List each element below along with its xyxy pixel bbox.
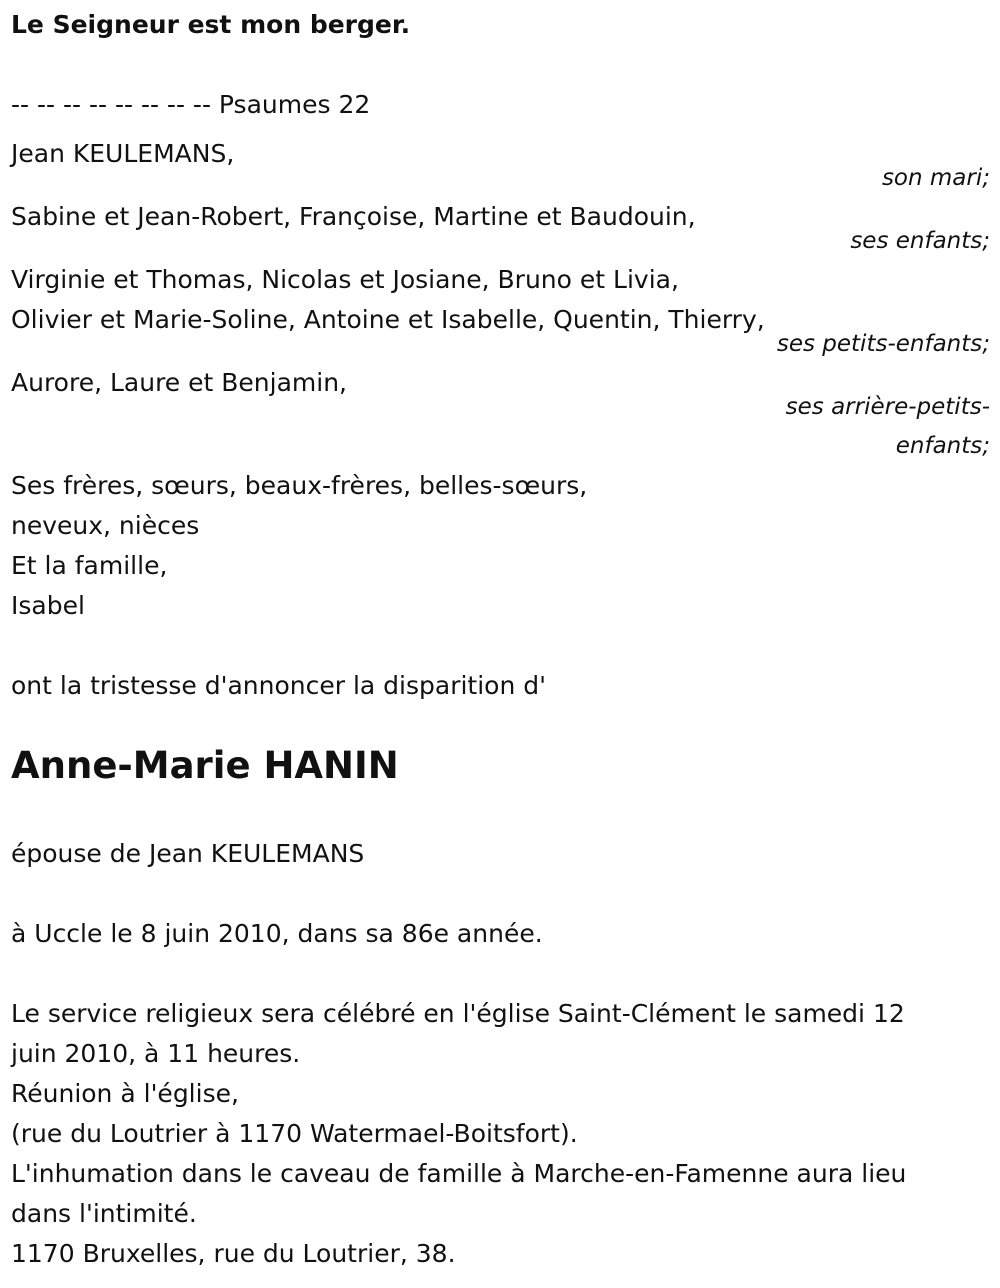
grandchildren-names-line2: Olivier et Marie-Soline, Antoine et Isabelle, Quentin, Thierry,	[11, 305, 765, 334]
address-line: 1170 Bruxelles, rue du Loutrier, 38.	[11, 1239, 456, 1268]
deceased-name: Anne-Marie HANIN	[11, 744, 399, 787]
great-grandchildren-relation-line1: ses arrière-petits-	[785, 394, 990, 420]
other-family-line1: Ses frères, sœurs, beaux-frères, belles-sœurs,	[11, 471, 588, 500]
children-names: Sabine et Jean-Robert, Françoise, Martine et Baudouin,	[11, 202, 696, 231]
great-grandchildren-relation-line2: enfants;	[895, 433, 990, 459]
service-line3: Réunion à l'église,	[11, 1079, 239, 1108]
service-line6: dans l'intimité.	[11, 1199, 197, 1228]
service-line2: juin 2010, à 11 heures.	[11, 1039, 301, 1068]
other-family-line4: Isabel	[11, 591, 85, 620]
husband-relation: son mari;	[881, 165, 990, 191]
other-family-line2: neveux, nièces	[11, 511, 200, 540]
verse-heading: Le Seigneur est mon berger.	[11, 10, 411, 39]
grandchildren-relation: ses petits-enfants;	[776, 331, 990, 357]
great-grandchildren-names: Aurore, Laure et Benjamin,	[11, 368, 347, 397]
children-relation: ses enfants;	[850, 228, 990, 254]
announcement-intro: ont la tristesse d'annoncer la disparition d'	[11, 671, 546, 700]
death-date-line: à Uccle le 8 juin 2010, dans sa 86e année.	[11, 919, 543, 948]
spouse-line: épouse de Jean KEULEMANS	[11, 839, 365, 868]
husband-name: Jean KEULEMANS,	[11, 139, 235, 168]
service-line4: (rue du Loutrier à 1170 Watermael-Boitsfort).	[11, 1119, 578, 1148]
service-line5: L'inhumation dans le caveau de famille à Marche-en-Famenne aura lieu	[11, 1159, 907, 1188]
psalm-reference: -- -- -- -- -- -- -- -- Psaumes 22	[11, 90, 371, 119]
grandchildren-names-line1: Virginie et Thomas, Nicolas et Josiane, Bruno et Livia,	[11, 265, 679, 294]
other-family-line3: Et la famille,	[11, 551, 168, 580]
service-line1: Le service religieux sera célébré en l'église Saint-Clément le samedi 12	[11, 999, 905, 1028]
